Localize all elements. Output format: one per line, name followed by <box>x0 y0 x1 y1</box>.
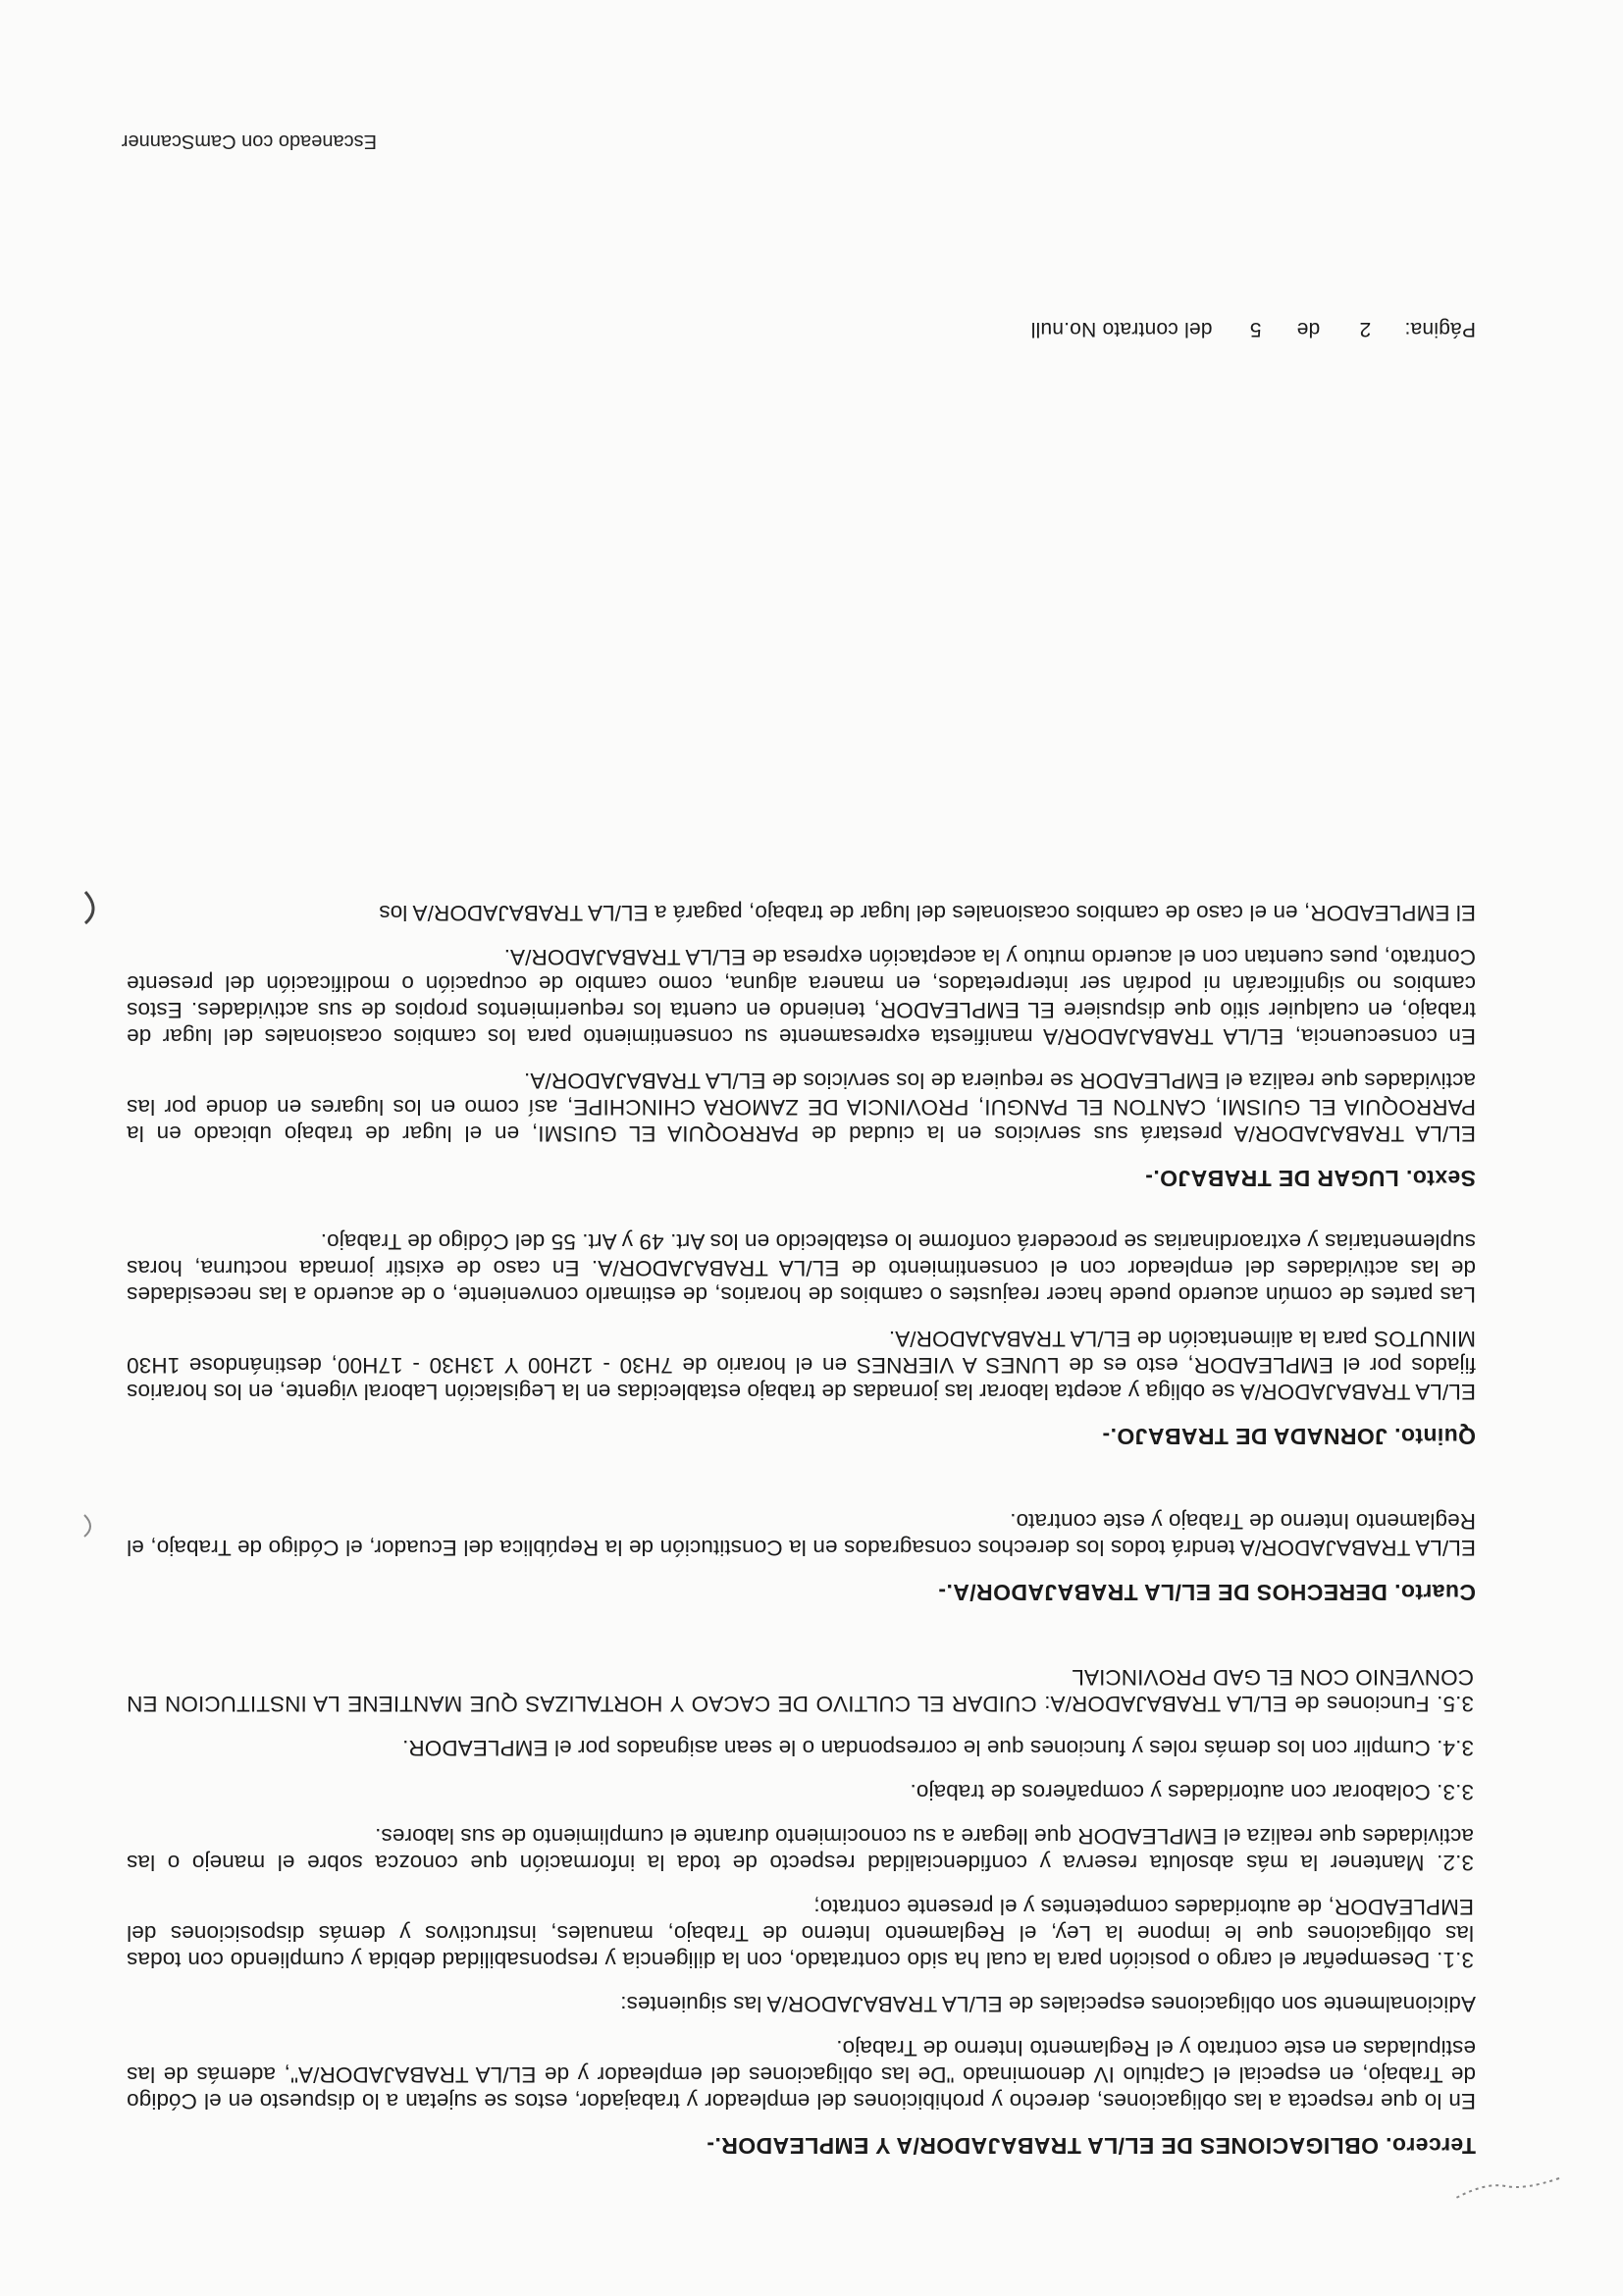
obligation-item-3-1: 3.1. Desempeñar el cargo o posición para la cual ha sido contratado, con la diligencia y responsabilidad debida y cumpliendo con todas las obligaciones que le impone la Ley, el Reglamento Interno de Trabajo, manuales, instructivos y demás disposiciones del EMPLEADOR, de autoridades competentes y el presente contrato; <box>127 1895 1474 1972</box>
section-quinto-heading: Quinto. JORNADA DE TRABAJO.- <box>1102 1424 1476 1449</box>
scan-mark-top-left <box>1446 2168 1564 2208</box>
section-sexto-paragraph-1: EL/LA TRABAJADOR/A prestará sus servicios en la ciudad de PARROQUIA EL GUISMI, en el lugar de trabajo ubicado en la PARROQUIA EL GUISMI, CANTON EL PANGUI, PROVINCIA DE ZAMORA CHINCHIPE, así como en los lugares en donde por las actividades que realiza el EMPLEADOR se requiera de los servicios de EL/LA TRABAJADOR/A. <box>127 1069 1476 1146</box>
section-cuarto-text: EL/LA TRABAJADOR/A tendrá todos los derechos consagrados en la Constitución de la República del Ecuador, el Código de Trabajo, el Reglamento Interno de Trabajo y este contrato. <box>127 1509 1476 1560</box>
section-sexto-heading: Sexto. LUGAR DE TRABAJO.- <box>1144 1166 1476 1191</box>
section-tercero-intro: En lo que respecta a las obligaciones, derecho y prohibiciones del empleador y trabajador, estos se sujetan a lo dispuesto en el Código de Trabajo, en especial el Capitulo IV denominado "De las obligaciones del empleador y de EL/LA TRABAJADOR/A", además de las estipuladas en este contrato y el Reglamento Interno de Trabajo. <box>127 2036 1476 2113</box>
scan-mark-small <box>79 1511 102 1540</box>
footer-contract-number: del contrato No.null <box>1030 318 1213 340</box>
section-sexto-paragraph-3: El EMPLEADOR, en el caso de cambios ocasionales del lugar de trabajo, pagará a EL/LA TRABAJADOR/A los <box>379 901 1476 925</box>
obligation-item-3-2: 3.2. Mantener la más absoluta reserva y confidencialidad respecto de toda la información que conozca sobre el manejo o las actividades que realiza el EMPLEADOR que llegare a su conocimiento durante el cumplimiento de sus labores. <box>127 1824 1474 1875</box>
section-cuarto-heading: Cuarto. DERECHOS DE EL/LA TRABAJADOR/A.- <box>938 1580 1476 1605</box>
footer-page-label: Página: <box>1404 318 1476 340</box>
footer-total-pages: 5 <box>1249 318 1262 340</box>
camscanner-watermark: Escaneado con CamScanner <box>121 130 377 152</box>
scan-mark-bracket <box>78 888 107 927</box>
section-quinto-paragraph-2: Las partes de común acuerdo puede hacer reajustes o cambios de horarios, de estimarlo conveniente, o de acuerdo a las necesidades de las actividades del empleador con el consentimiento de EL/LA TRABAJADOR/A. En caso de existir jornada nocturna, horas suplementarias y extraordinarias se procederá conforme lo establecido en los Art. 49 y Art. 55 del Código de Trabajo. <box>127 1229 1476 1307</box>
footer-de: de <box>1296 318 1321 340</box>
document-body <box>127 900 1476 2159</box>
section-sexto-paragraph-2: En consecuencia, EL/LA TRABAJADOR/A manifiesta expresamente su consentimiento para los cambios ocasionales del lugar de trabajo, en cualquier sitio que dispusiere EL EMPLEADOR, teniendo en cuenta los requerimientos propios de sus actividades. Estos cambios no significarán ni podrán ser interpretados, en manera alguna, como cambio de ocupación o modificación del presente Contrato, pues cuentan con el acuerdo mutuo y la aceptación expresa de EL/LA TRABAJADOR/A. <box>127 945 1476 1049</box>
section-quinto-paragraph-1: EL/LA TRABAJADOR/A se obliga y acepta laborar las jornadas de trabajo establecidas en la Legislación Laboral vigente, en los horarios fijados por el EMPLEADOR, esto es de LUNES A VIERNES en el horario de 7H30 - 12H00 Y 13H30 - 17H00, destinándose 1H30 MINUTOS para la alimentación de EL/LA TRABAJADOR/A. <box>127 1327 1476 1404</box>
obligation-item-3-3: 3.3. Colaborar con autoridades y compañeros de trabajo. <box>910 1780 1474 1804</box>
footer-page-number: 2 <box>1359 318 1372 340</box>
page-footer <box>1031 317 1477 340</box>
obligation-item-3-4: 3.4. Cumplir con los demás roles y funciones que le correspondan o le sean asignados por el EMPLEADOR. <box>401 1736 1474 1760</box>
obligation-item-3-5: 3.5. Funciones de EL/LA TRABAJADOR/A: CUIDAR EL CULTIVO DE CACAO Y HORTALIZAS QUE MANTIENE LA INSTITUCION EN CONVENIO CON EL GAD PROVINCIAL <box>127 1665 1474 1716</box>
section-tercero-heading: Tercero. OBLIGACIONES DE EL/LA TRABAJADOR/A Y EMPLEADOR.- <box>706 2133 1476 2159</box>
section-tercero-additional: Adicionalmente son obligaciones especiales de EL/LA TRABAJADOR/A las siguientes: <box>620 1992 1476 2016</box>
